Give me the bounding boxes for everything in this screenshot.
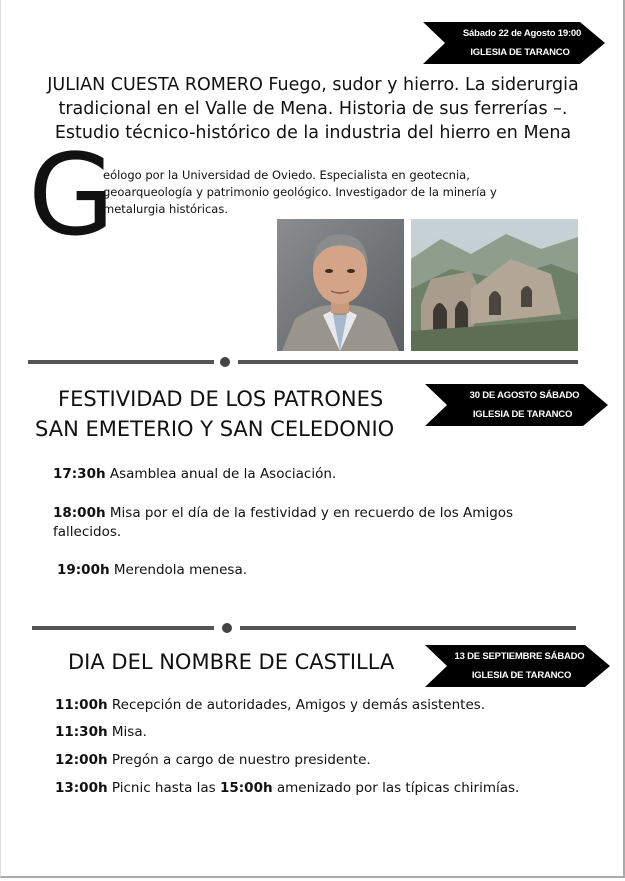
section-divider-1 <box>0 357 625 367</box>
event2-item-3 <box>57 561 557 580</box>
event3-item-4-time2: 15:00h <box>220 780 273 796</box>
portrait-photo <box>277 219 404 351</box>
event3-item-3-text: Pregón a cargo de nuestro presidente. <box>107 752 371 768</box>
event2-item-1-text: Asamblea anual de la Asociación. <box>105 466 337 482</box>
event2-banner-date: 30 DE AGOSTO SÁBADO <box>469 390 580 401</box>
event3-item-1-time: 11:00h <box>55 697 108 713</box>
event3-title: DIA DEL NOMBRE DE CASTILLA <box>68 650 395 674</box>
event3-item-4-time: 13:00h <box>55 780 108 796</box>
event3-item-2 <box>55 723 575 742</box>
event1-banner-place: IGLESIA DE TARANCO <box>470 47 570 58</box>
section-divider-2 <box>0 623 625 633</box>
event2-item-1 <box>53 465 553 484</box>
ruins-photo <box>411 219 578 351</box>
event2-item-1-time: 17:30h <box>53 466 106 482</box>
event1-banner <box>423 22 605 64</box>
event3-banner-date: 13 DE SEPTIEMBRE SÁBADO <box>454 651 585 662</box>
event1-bio: eólogo por la Universidad de Oviedo. Especialista en geotecnia, geoarqueología y patrimonio geológico. Investigador de la minería y metalurgia históricas. <box>103 168 497 216</box>
event2-title-line1: FESTIVIDAD DE LOS PATRONES <box>58 387 384 411</box>
event3-item-1-text: Recepción de autoridades, Amigos y demás asistentes. <box>107 697 486 713</box>
event3-item-2-time: 11:30h <box>55 724 108 740</box>
event1-dropcap: G <box>28 131 115 261</box>
event1-banner-date: Sábado 22 de Agosto 19:00 <box>462 28 582 39</box>
event3-item-3 <box>55 751 575 770</box>
event2-title-line2: SAN EMETERIO Y SAN CELEDONIO <box>35 417 395 441</box>
event3-item-3-time: 12:00h <box>55 752 108 768</box>
event3-banner <box>425 645 610 687</box>
event3-item-1 <box>55 696 575 715</box>
event3-item-4 <box>55 779 595 798</box>
event3-item-4-text-a: Picnic hasta las <box>107 780 220 796</box>
event2-item-3-time: 19:00h <box>57 562 110 578</box>
event2-banner <box>425 384 608 426</box>
event2-banner-place: IGLESIA DE TARANCO <box>472 409 573 420</box>
event3-item-2-text: Misa. <box>107 724 147 740</box>
event2-item-2-text: Misa por el día de la festividad y en recuerdo de los Amigos fallecidos. <box>53 505 514 540</box>
event2-item-2-time: 18:00h <box>53 505 106 521</box>
event3-item-4-text-b: amenizado por las típicas chirimías. <box>272 780 520 796</box>
event1-title: JULIAN CUESTA ROMERO Fuego, sudor y hierro. La siderurgia tradicional en el Valle de Mena. Historia de sus ferrerías –. Estudio técnico-histórico de la industria del hierro en Mena <box>47 75 579 143</box>
event2-item-2 <box>53 504 553 542</box>
event2-item-3-text: Merendola menesa. <box>109 562 248 578</box>
event3-banner-place: IGLESIA DE TARANCO <box>471 670 572 681</box>
